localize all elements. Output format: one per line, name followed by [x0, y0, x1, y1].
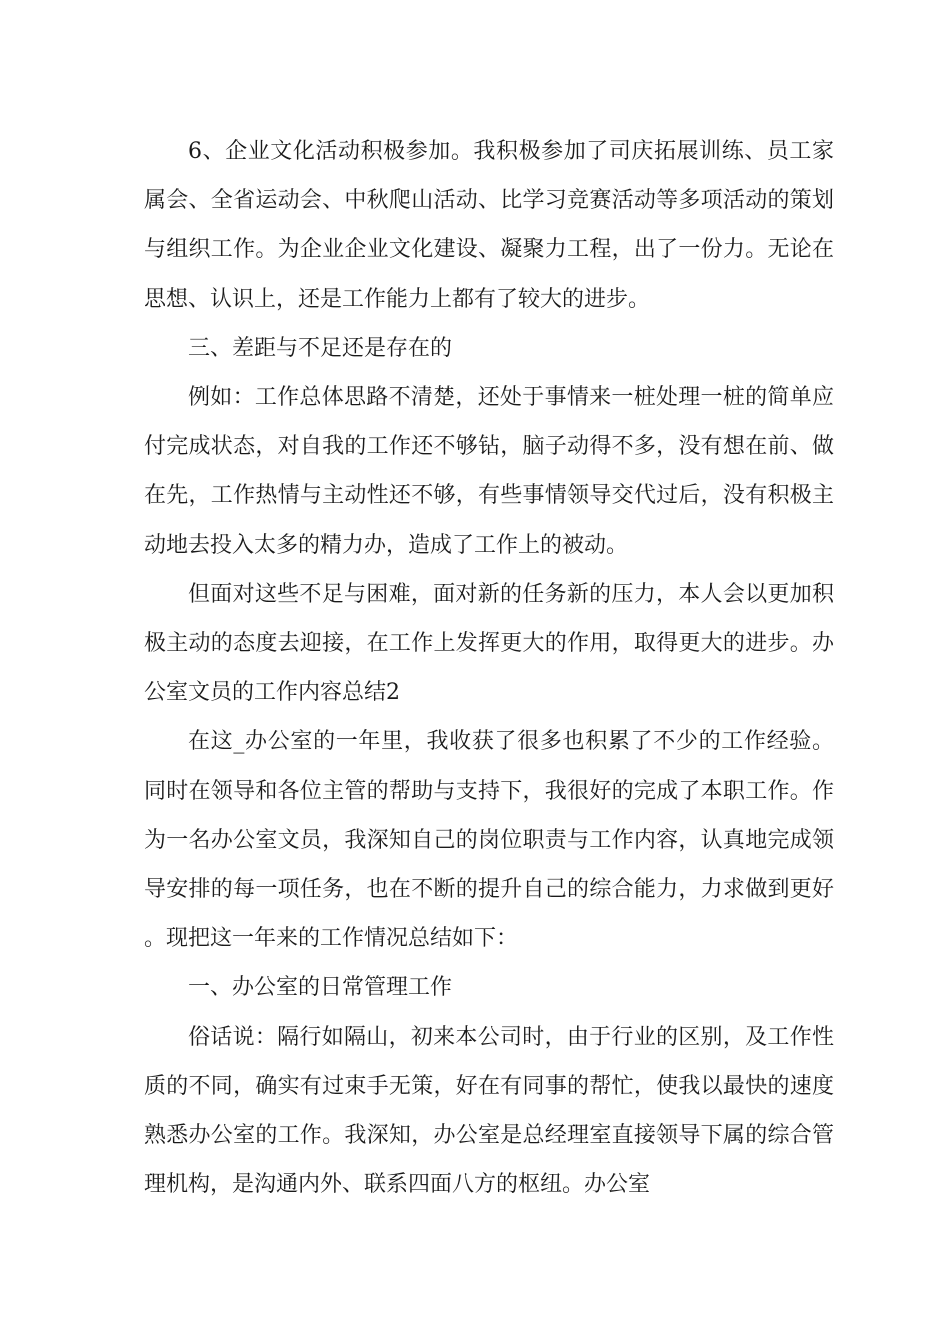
- paragraph-example-shortcomings: 例如：工作总体思路不清楚，还处于事情来一桩处理一桩的简单应付完成状态，对自我的工作还不够钻，脑子动得不多，没有想在前、做在先，工作热情与主动性还不够，有些事情领导交代过后，没有积极主动地去投入太多的精力办，造成了工作上的被动。: [144, 385, 834, 558]
- paragraph-daily-management-detail: 俗话说：隔行如隔山，初来本公司时，由于行业的区别，及工作性质的不同，确实有过束手无策，好在有同事的帮忙，使我以最快的速度熟悉办公室的工作。我深知，办公室是总经理室直接领导下属的综合管理机构，是沟通内外、联系四面八方的枢纽。办公室: [144, 1024, 834, 1198]
- document-body: [144, 127, 834, 1209]
- heading-daily-office-management: 一、办公室的日常管理工作: [188, 975, 453, 1001]
- paragraph-activities: 6、企业文化活动积极参加。我积极参加了司庆拓展训练、员工家属会、全省运动会、中秋爬山活动、比学习竞赛活动等多项活动的策划与组织工作。为企业企业文化建设、凝聚力工程，出了一份力。无论在思想、认识上，还是工作能力上都有了较大的进步。: [144, 139, 834, 312]
- paragraph-year-summary-intro: 在这_办公室的一年里，我收获了很多也积累了不少的工作经验。同时在领导和各位主管的帮助与支持下，我很好的完成了本职工作。作为一名办公室文员，我深知自己的岗位职责与工作内容，认真地完成领导安排的每一项任务，也在不断的提升自己的综合能力，力求做到更好。现把这一年来的工作情况总结如下：: [144, 729, 834, 952]
- paragraph-improvement-and-title-2: 但面对这些不足与困难，面对新的任务新的压力，本人会以更加积极主动的态度去迎接，在工作上发挥更大的作用，取得更大的进步。办公室文员的工作内容总结2: [144, 581, 834, 706]
- heading-gaps-shortcomings: 三、差距与不足还是存在的: [188, 335, 453, 361]
